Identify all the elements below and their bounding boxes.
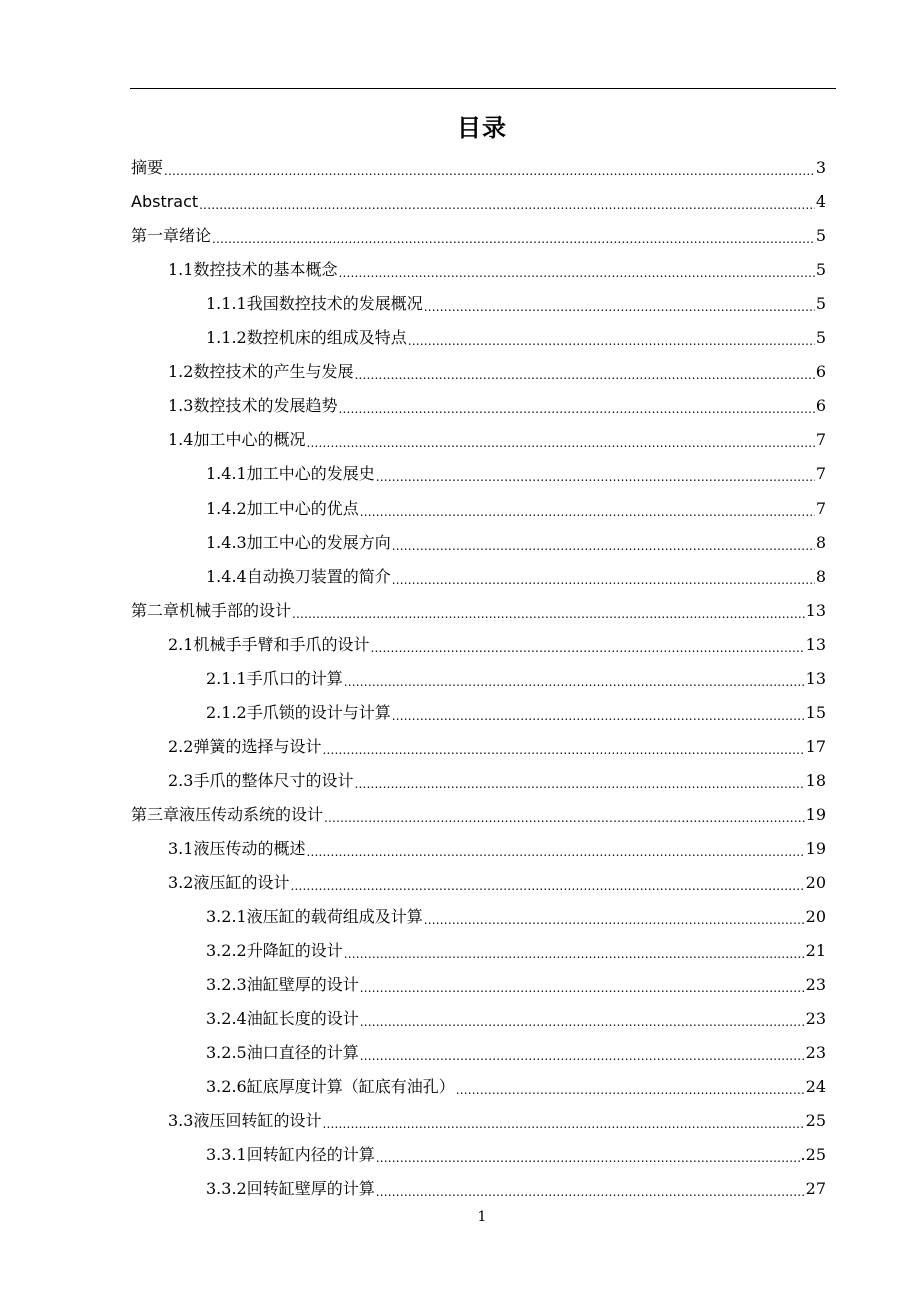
toc-entry-page: 6: [815, 396, 826, 416]
toc-dot-leader: [338, 266, 814, 280]
toc-entry-page: 13: [805, 668, 826, 688]
toc-entry[interactable]: [0, 148, 920, 182]
toc-entry-number: 1.2: [168, 362, 194, 382]
toc-entry-number: 2.3: [168, 770, 194, 790]
toc-entry-title: 油缸长度的设计: [246, 1009, 359, 1029]
toc-entry-page: 23: [805, 1009, 826, 1029]
toc-dot-leader: [424, 913, 805, 927]
header-rule: [130, 88, 836, 89]
toc-entry-number: 3.2: [168, 873, 194, 893]
toc-entry-title: 回转缸壁厚的计算: [246, 1179, 375, 1199]
toc-entry-title: 加工中心的概况: [193, 430, 306, 450]
toc-dot-leader: [306, 436, 814, 450]
toc-entry-page: 21: [805, 941, 826, 961]
toc-dot-leader: [392, 539, 815, 553]
toc-entry-title: 弹簧的选择与设计: [193, 736, 322, 756]
toc-dot-leader: [338, 402, 814, 416]
toc-entry-title: 油缸壁厚的设计: [246, 975, 359, 995]
toc-entry-number: 3.3: [168, 1111, 194, 1131]
toc-dot-leader: [408, 334, 815, 348]
toc-dot-leader: [424, 300, 815, 314]
toc-entry-page: 8: [815, 566, 826, 586]
toc-entry-title: 油口直径的计算: [246, 1043, 359, 1063]
toc-entry-page: 19: [805, 838, 826, 858]
toc-entry-page: 18: [805, 770, 826, 790]
toc-entry-number: 1.1: [168, 260, 194, 280]
toc-entry-number: 3.2.2: [206, 941, 247, 961]
toc-dot-leader: [360, 505, 815, 519]
toc-dot-leader: [354, 368, 814, 382]
toc-dot-leader: [212, 232, 815, 246]
toc-dot-leader: [322, 743, 804, 757]
toc-dot-leader: [360, 981, 805, 995]
toc-entry[interactable]: [0, 1169, 920, 1203]
toc-entry[interactable]: [0, 557, 920, 591]
toc-dot-leader: [199, 198, 815, 212]
toc-entry-page: 7: [815, 464, 826, 484]
toc-entry[interactable]: [0, 1033, 920, 1067]
toc-entry[interactable]: [0, 1101, 920, 1135]
toc-entry-title: 数控技术的发展趋势: [193, 396, 338, 416]
toc-entry-number: 第一章: [131, 226, 180, 246]
toc-dot-leader: [360, 1015, 805, 1029]
toc-entry-title: 手爪口的计算: [246, 668, 343, 688]
toc-entry-page: 17: [805, 736, 826, 756]
toc-entry-page: 15: [805, 702, 826, 722]
toc-entry-page: 7: [815, 498, 826, 518]
toc-entry-page: 5: [815, 294, 826, 314]
toc-entry-title: 液压传动系统的设计: [179, 804, 324, 824]
toc-entry-number: 3.2.6: [206, 1077, 247, 1097]
toc-dot-leader: [354, 777, 804, 791]
toc-entry-title: 液压传动的概述: [193, 838, 306, 858]
toc-entry-number: 3.3.1: [206, 1145, 247, 1165]
toc-entry-number: 3.2.5: [206, 1043, 247, 1063]
toc-entry-title: 我国数控技术的发展概况: [246, 294, 423, 314]
toc-entry[interactable]: [0, 352, 920, 386]
toc-entry-page: 24: [805, 1077, 826, 1097]
toc-entry-page: 23: [805, 975, 826, 995]
toc-entry-page: 5: [815, 260, 826, 280]
toc-entry-number: 2.1.1: [206, 668, 247, 688]
toc-entry[interactable]: [0, 931, 920, 965]
toc-entry-number: 1.1.1: [206, 294, 247, 314]
toc-entry-title: 数控技术的产生与发展: [193, 362, 354, 382]
toc-entry-page: 20: [805, 873, 826, 893]
toc-entry-page: 13: [805, 600, 826, 620]
page-number: 1: [477, 1209, 487, 1225]
toc-entry-page: 27: [805, 1179, 826, 1199]
toc-dot-leader: [306, 845, 804, 859]
toc-entry-number: 1.4: [168, 430, 194, 450]
toc-title: 目录: [457, 114, 507, 142]
toc-entry-page: 5: [815, 328, 826, 348]
toc-entry-page: 7: [815, 430, 826, 450]
toc-entry-page: 25: [805, 1111, 826, 1131]
toc-entry-title: 机械手部的设计: [179, 600, 292, 620]
toc-entry[interactable]: [0, 625, 920, 659]
toc-entry-page: 8: [815, 532, 826, 552]
toc-entry-number: 1.4.3: [206, 532, 247, 552]
toc-entry-page: .25: [800, 1145, 826, 1165]
toc-entry-title: 加工中心的发展方向: [246, 532, 391, 552]
toc-entry-number: 第三章: [131, 804, 180, 824]
toc-entry[interactable]: [0, 965, 920, 999]
toc-entry-page: 23: [805, 1043, 826, 1063]
toc-dot-leader: [292, 607, 805, 621]
toc-entry[interactable]: [0, 1135, 920, 1169]
toc-entry-title: 缸底厚度计算（缸底有油孔）: [246, 1077, 455, 1097]
toc-entry[interactable]: [0, 591, 920, 625]
toc-entry[interactable]: [0, 284, 920, 318]
toc-dot-leader: [392, 709, 805, 723]
toc-entry-number: 3.2.4: [206, 1009, 247, 1029]
toc-entry-page: 6: [815, 362, 826, 382]
toc-entry-title: 液压回转缸的设计: [193, 1111, 322, 1131]
toc-entry-number: 1.1.2: [206, 328, 247, 348]
toc-entry[interactable]: [0, 659, 920, 693]
toc-entry-title: 机械手手臂和手爪的设计: [193, 634, 370, 654]
toc-dot-leader: [376, 1185, 805, 1199]
toc-entry-title: 手爪锁的设计与计算: [246, 702, 391, 722]
toc-dot-leader: [344, 675, 805, 689]
toc-entry-number: 1.4.4: [206, 566, 247, 586]
toc-entry-number: 1.4.1: [206, 464, 247, 484]
toc-dot-leader: [456, 1083, 805, 1097]
toc-entry-title: Abstract: [131, 192, 199, 212]
toc-entry-number: 2.1: [168, 634, 194, 654]
toc-entry-title: 加工中心的发展史: [246, 464, 375, 484]
toc-entry[interactable]: [0, 454, 920, 488]
toc-entry-number: 1.4.2: [206, 498, 247, 518]
toc-entry-page: 3: [815, 158, 826, 178]
toc-entry[interactable]: [0, 420, 920, 454]
toc-entry[interactable]: [0, 386, 920, 420]
toc-entry-number: 3.2.3: [206, 975, 247, 995]
toc-dot-leader: [324, 811, 805, 825]
toc-entry-number: 3.1: [168, 838, 194, 858]
toc-entry-title: 加工中心的优点: [246, 498, 359, 518]
toc-entry-page: 13: [805, 634, 826, 654]
toc-entry[interactable]: [0, 863, 920, 897]
toc-entry[interactable]: [0, 488, 920, 522]
toc-entry[interactable]: [0, 829, 920, 863]
toc-entry-number: 3.2.1: [206, 907, 247, 927]
toc-entry[interactable]: [0, 318, 920, 352]
toc-entry[interactable]: [0, 761, 920, 795]
toc-dot-leader: [376, 470, 815, 484]
toc-entry-number: 3.3.2: [206, 1179, 247, 1199]
toc-entry-number: 2.1.2: [206, 702, 247, 722]
toc-entry-number: 2.2: [168, 736, 194, 756]
toc-entry-title: 数控技术的基本概念: [193, 260, 338, 280]
table-of-contents: [0, 148, 920, 1203]
toc-entry[interactable]: [0, 216, 920, 250]
toc-entry-title: 绪论: [179, 226, 212, 246]
toc-entry[interactable]: [0, 795, 920, 829]
toc-entry-page: 19: [805, 804, 826, 824]
toc-entry-page: 5: [815, 226, 826, 246]
toc-entry-page: 4: [815, 192, 826, 212]
toc-entry-title: 摘要: [131, 158, 164, 178]
toc-dot-leader: [360, 1049, 805, 1063]
toc-entry[interactable]: [0, 727, 920, 761]
toc-entry-title: 液压缸的设计: [193, 873, 290, 893]
toc-dot-leader: [392, 573, 815, 587]
toc-entry-number: 第二章: [131, 600, 180, 620]
toc-dot-leader: [370, 641, 804, 655]
toc-dot-leader: [290, 879, 804, 893]
toc-entry[interactable]: [0, 1067, 920, 1101]
toc-entry-title: 手爪的整体尺寸的设计: [193, 770, 354, 790]
toc-entry-title: 数控机床的组成及特点: [246, 328, 407, 348]
toc-entry[interactable]: [0, 182, 920, 216]
toc-dot-leader: [376, 1151, 800, 1165]
toc-entry-title: 自动换刀装置的简介: [246, 566, 391, 586]
toc-dot-leader: [164, 164, 815, 178]
toc-dot-leader: [344, 947, 805, 961]
toc-entry-title: 液压缸的载荷组成及计算: [246, 907, 423, 927]
toc-entry-number: 1.3: [168, 396, 194, 416]
toc-entry[interactable]: [0, 693, 920, 727]
toc-entry[interactable]: [0, 523, 920, 557]
toc-entry-title: 升降缸的设计: [246, 941, 343, 961]
toc-entry-title: 回转缸内径的计算: [246, 1145, 375, 1165]
toc-entry-page: 20: [805, 907, 826, 927]
toc-dot-leader: [322, 1117, 804, 1131]
toc-entry[interactable]: [0, 250, 920, 284]
toc-entry[interactable]: [0, 999, 920, 1033]
toc-entry[interactable]: [0, 897, 920, 931]
